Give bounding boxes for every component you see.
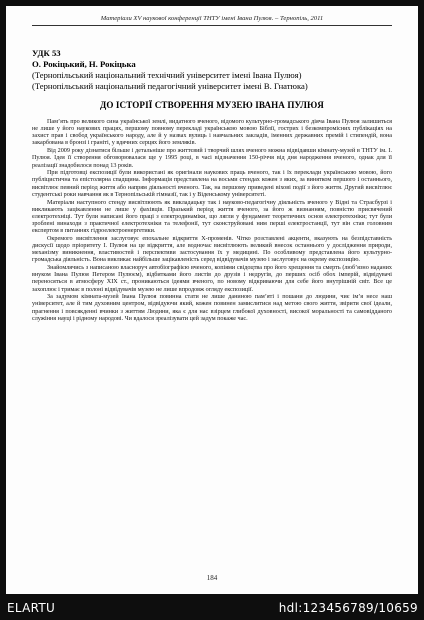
- affiliation-2: (Тернопільський національний педагогічний університет імені В. Гнатюка): [32, 81, 308, 91]
- paragraph: За задумом кімната-музей Івана Пулюя повинна стати не лише даниною пам’яті і пошани до людини, чиє ім’я несе наш університет, але й тим духовним центром, відвідуючи який, кожен повинен замислитися над метою свого життя, звірити свої ідеали, прагнення і повсякденні вчинки з життям Людини, яка є для нас взірцем глибокої духовності, високої моральності та самовідданого служіння науці і рідному народові. Чи вдалося зреалізувати цей задум покаже час.: [32, 294, 392, 322]
- page-number: 184: [206, 574, 218, 582]
- paragraph: При підготовці експозиції були використані як оригінали наукових праць вченого, так і їх переклади українською мовою, його публіцистична та епістолярна спадщина. Інформація представлена на восьми стендах кожен з яких, за винятком першого і останнього, висвітлює певний період життя або напрям діяльності вченого. Так, на першому приведені віхові події з його життя. Другий висвітлює студентські роки навчання як в Тернопільській гімназії, так і у Віденському університеті.: [32, 170, 392, 198]
- running-header: Матеріали XV наукової конференції ТНТУ імені Івана Пулюя. – Тернопіль, 2011: [100, 15, 324, 22]
- header-divider: [32, 25, 392, 26]
- handle-identifier: hdl:123456789/10659: [278, 601, 418, 615]
- udc-code: УДК 53: [32, 48, 61, 58]
- article-body: [32, 119, 392, 324]
- paragraph: Від 2009 року дізнатися більше і детальніше про життєвий і творчий шлях вченого можна відвідавши кімнату-музей в ТНТУ ім. І. Пулюя. Ідея її створення обговорювалася ще у 1995 році, в часі відзначення 150-річчя від дня народження вченого, однак для її реалізації знадобилося понад 13 років.: [32, 148, 392, 169]
- paragraph: Окремого висвітлення заслуговує епохальне відкриття Х-променів. Чітко розставлені акценти, вказують на безпідставність дискусії щодо пріоритету І. Пулюя на це відкриття, але водночас висвітлюють великий внесок останнього у дослідження природи, механізму виникнення, властивостей і перспективи застосування їх у медицині. По особливому представлена його культурно-громадська діяльність. Вона викликає найбільше зацікавленість серед відвідувачів музею і заслуговує на окрему експозицію.: [32, 235, 392, 264]
- document-page: [6, 6, 418, 594]
- repository-label: ELARTU: [7, 601, 56, 615]
- paragraph: Матеріали наступного стенду висвітлюють як викладацьку так і науково-педагогічну діяльність вченого у Відні та Страсбурзі і викликають зацікавлення не лише у фахівців. Празький період життя вченого, за його ж визнанням, повністю присвячений електротехніці. Тут були написані його праці з електродинаміки, що лягли у фундамент теоретичних основ електротехніки; тут були зроблені винаходи з практичної електротехніки та телефонії, тут сконструйовані ним перші електростанції, тут він став головним експертом в питаннях гідроелектроенергетики.: [32, 199, 392, 235]
- authors: О. Рокіцький, Н. Рокіцька: [32, 59, 136, 69]
- article-title: ДО ІСТОРІЇ СТВОРЕННЯ МУЗЕЮ ІВАНА ПУЛЮЯ: [100, 100, 324, 110]
- affiliation-1: (Тернопільський національний технічний університет імені Івана Пулюя): [32, 70, 302, 80]
- paragraph: Знайомлячись з написаною власноруч автобіографією вченого, копіями свідоцтва про його хрещення та смерть (люб’язно наданих внуком Івана Пулюя Петером Пулюєм), відбитками його листів до друзів і недругів, до перших осіб обох імперій, відвідувачі переносяться в атмосферу ХІХ ст., проникаються ідеями вченого, по новому відкриваючи для себе його внутрішній світ. Все це захоплює і тримає в полоні відвідувачів музею не лише впродовж огляду експозиції.: [32, 265, 392, 293]
- paragraph: Пам’ять про великого сина української землі, видатного вченого, відомого культурно-громадського діяча Івана Пулюя залишиться не лише у його наукових працях, першому повному перекладі українською мовою Біблії, гострих і безкомпромісних публікаціях на захист прав і свобод українського народу, але й у назвах вулиць і навчальних закладів, іменних державних премій і стипендій, вона закарбована в бронзі і граніті, у вдячних серцях його земляків.: [32, 119, 392, 147]
